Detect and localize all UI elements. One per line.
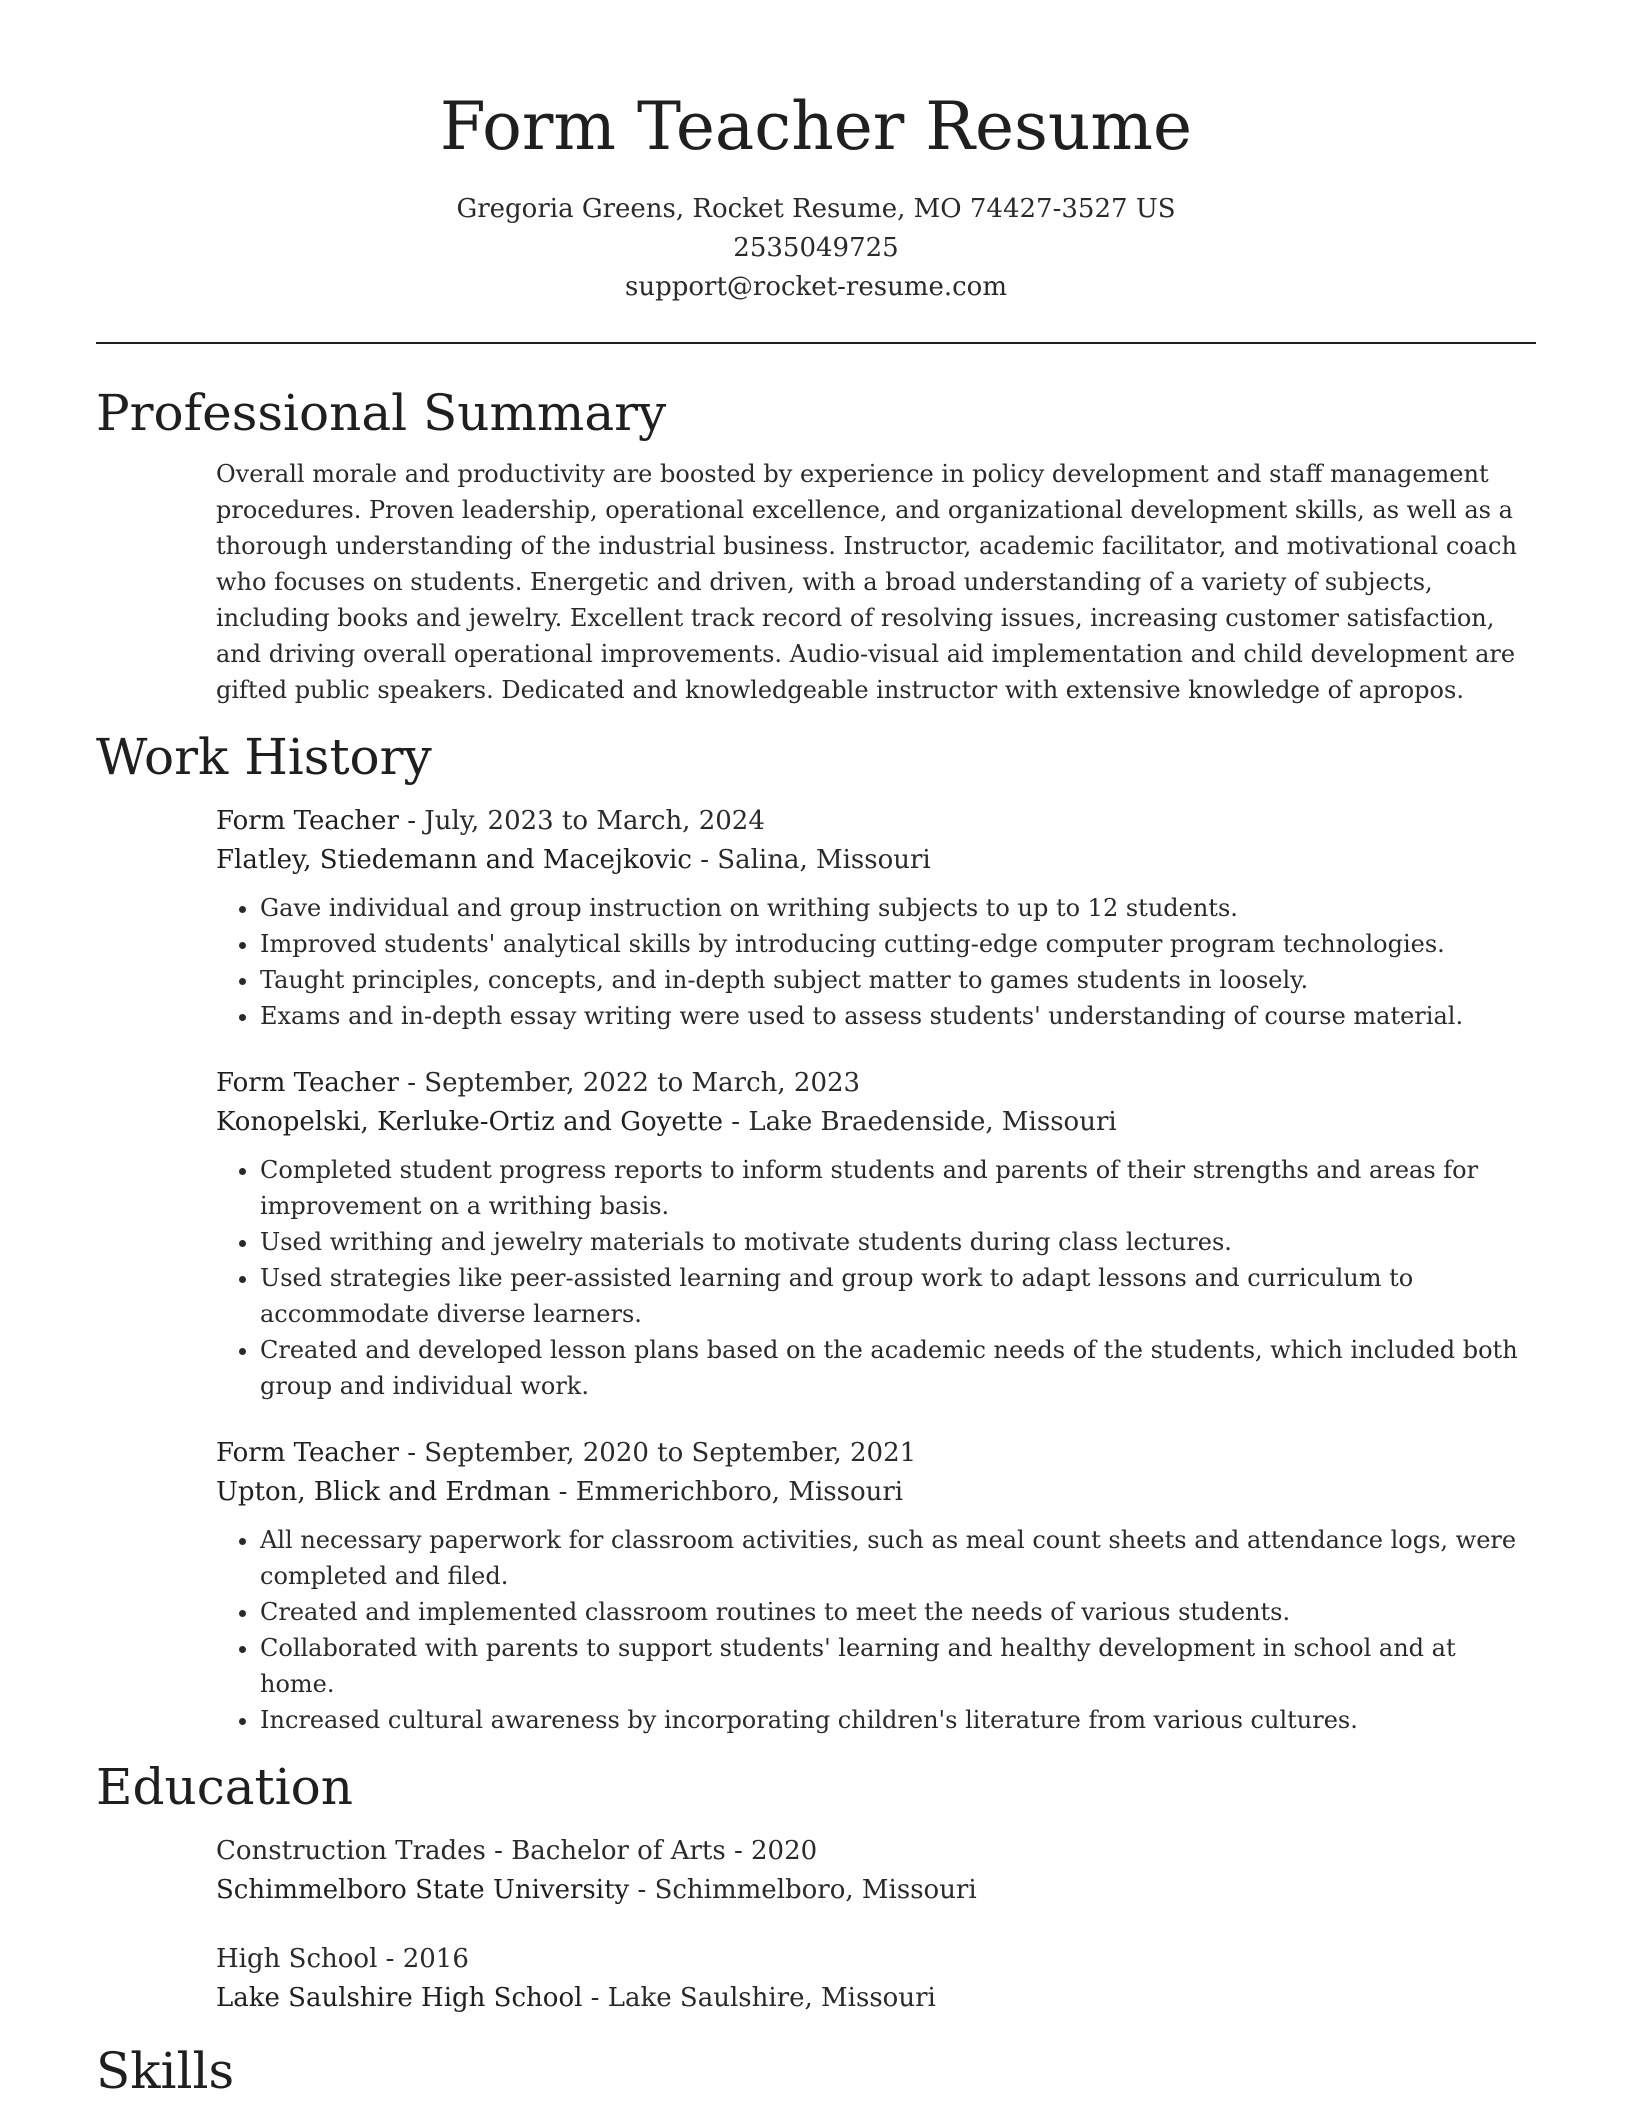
work-history-heading: Work History — [96, 728, 432, 786]
job-employer-line — [216, 841, 1536, 880]
job-entry — [216, 1064, 1536, 1404]
school-name: Schimmelboro State University — [216, 1875, 630, 1905]
employer-name: Flatley, Stiedemann and Macejkovic — [216, 845, 692, 875]
work-history-section — [96, 722, 1536, 1738]
job-bullet: • Exams and in-depth essay writing were used to assess students' understanding of course material. — [260, 998, 1536, 1034]
job-bullets — [216, 890, 1536, 1034]
job-dates: September, 2020 to September, 2021 — [424, 1438, 917, 1468]
education-entry — [216, 1940, 1536, 2018]
job-bullet: • All necessary paperwork for classroom activities, such as meal count sheets and attendance logs, were completed and filed. — [260, 1522, 1536, 1594]
phone-text: 2535049725 — [733, 233, 899, 263]
separator: - — [629, 1875, 655, 1905]
job-bullet: • Used strategies like peer-assisted learning and group work to adapt lessons and curriculum to accommodate diverse learners. — [260, 1260, 1536, 1332]
job-title-line — [216, 1434, 1536, 1473]
job-bullet: • Created and developed lesson plans based on the academic needs of the students, which included both group and individual work. — [260, 1332, 1536, 1404]
job-dates: July, 2023 to March, 2024 — [424, 806, 765, 836]
job-bullet: • Created and implemented classroom routines to meet the needs of various students. — [260, 1594, 1536, 1630]
school-line — [216, 1871, 1536, 1910]
resume-title: Form Teacher Resume — [439, 88, 1193, 165]
job-bullets — [216, 1522, 1536, 1738]
education-entry — [216, 1832, 1536, 1910]
school-location: Schimmelboro, Missouri — [654, 1875, 977, 1905]
education-body — [216, 1832, 1536, 2018]
summary-body — [216, 456, 1536, 708]
education-heading: Education — [96, 1758, 353, 1816]
job-entry — [216, 1434, 1536, 1738]
work-history-body — [216, 802, 1536, 1738]
email-text: support@rocket-resume.com — [624, 272, 1007, 302]
job-employer-line — [216, 1103, 1536, 1142]
job-title: Form Teacher — [216, 1438, 399, 1468]
job-bullet: • Completed student progress reports to inform students and parents of their strengths and areas for improvement on a writhing basis. — [260, 1152, 1536, 1224]
summary-heading: Professional Summary — [96, 384, 667, 442]
job-bullet: • Taught principles, concepts, and in-depth subject matter to games students in loosely. — [260, 962, 1536, 998]
resume-content — [96, 378, 1536, 2120]
education-section — [96, 1752, 1536, 2018]
job-employer-line — [216, 1473, 1536, 1512]
job-dates: September, 2022 to March, 2023 — [424, 1068, 861, 1098]
skills-heading: Skills — [96, 2042, 235, 2100]
job-title-line — [216, 1064, 1536, 1103]
employer-name: Konopelski, Kerluke-Ortiz and Goyette — [216, 1107, 723, 1137]
job-bullet: • Collaborated with parents to support students' learning and healthy development in school and at home. — [260, 1630, 1536, 1702]
job-location: Salina, Missouri — [717, 845, 931, 875]
school-name: Lake Saulshire High School — [216, 1983, 583, 2013]
separator: - — [398, 1438, 425, 1468]
contact-block — [0, 190, 1632, 307]
job-bullet: • Increased cultural awareness by incorporating children's literature from various cultures. — [260, 1702, 1536, 1738]
header-divider — [96, 342, 1536, 344]
job-title: Form Teacher — [216, 1068, 399, 1098]
summary-text: Overall morale and productivity are boosted by experience in policy development and staff management procedures. Proven leadership, operational excellence, and organizational development skills, as well as a thorough understanding of the industrial business. Instructor, academic facilitator, and motivational coach who focuses on students. Energetic and driven, with a broad understanding of a variety of subjects, including books and jewelry. Excellent track record of resolving issues, increasing customer satisfaction, and driving overall operational improvements. Audio-visual aid implementation and child development are gifted public speakers. Dedicated and knowledgeable instructor with extensive knowledge of apropos. — [216, 460, 1517, 704]
job-bullets — [216, 1152, 1536, 1404]
school-line — [216, 1979, 1536, 2018]
resume-header — [0, 82, 1632, 307]
separator: - — [582, 1983, 608, 2013]
job-title: Form Teacher — [216, 806, 399, 836]
separator: - — [691, 845, 718, 875]
job-bullet: • Gave individual and group instruction on writhing subjects to up to 12 students. — [260, 890, 1536, 926]
degree-line: High School - 2016 — [216, 1944, 469, 1974]
separator: - — [550, 1477, 576, 1507]
job-entry — [216, 802, 1536, 1034]
separator: - — [398, 1068, 425, 1098]
separator: - — [398, 806, 425, 836]
school-location: Lake Saulshire, Missouri — [607, 1983, 936, 2013]
job-location: Lake Braedenside, Missouri — [748, 1107, 1117, 1137]
address-text: Gregoria Greens, Rocket Resume, MO 74427-3527 US — [456, 194, 1176, 224]
job-title-line — [216, 802, 1536, 841]
summary-section — [96, 378, 1536, 708]
degree-line: Construction Trades - Bachelor of Arts - 2020 — [216, 1836, 818, 1866]
job-bullet: • Improved students' analytical skills by introducing cutting-edge computer program technologies. — [260, 926, 1536, 962]
employer-name: Upton, Blick and Erdman — [216, 1477, 551, 1507]
separator: - — [723, 1107, 749, 1137]
job-location: Emmerichboro, Missouri — [575, 1477, 904, 1507]
skills-section — [96, 2036, 1536, 2106]
job-bullet: • Used writhing and jewelry materials to motivate students during class lectures. — [260, 1224, 1536, 1260]
